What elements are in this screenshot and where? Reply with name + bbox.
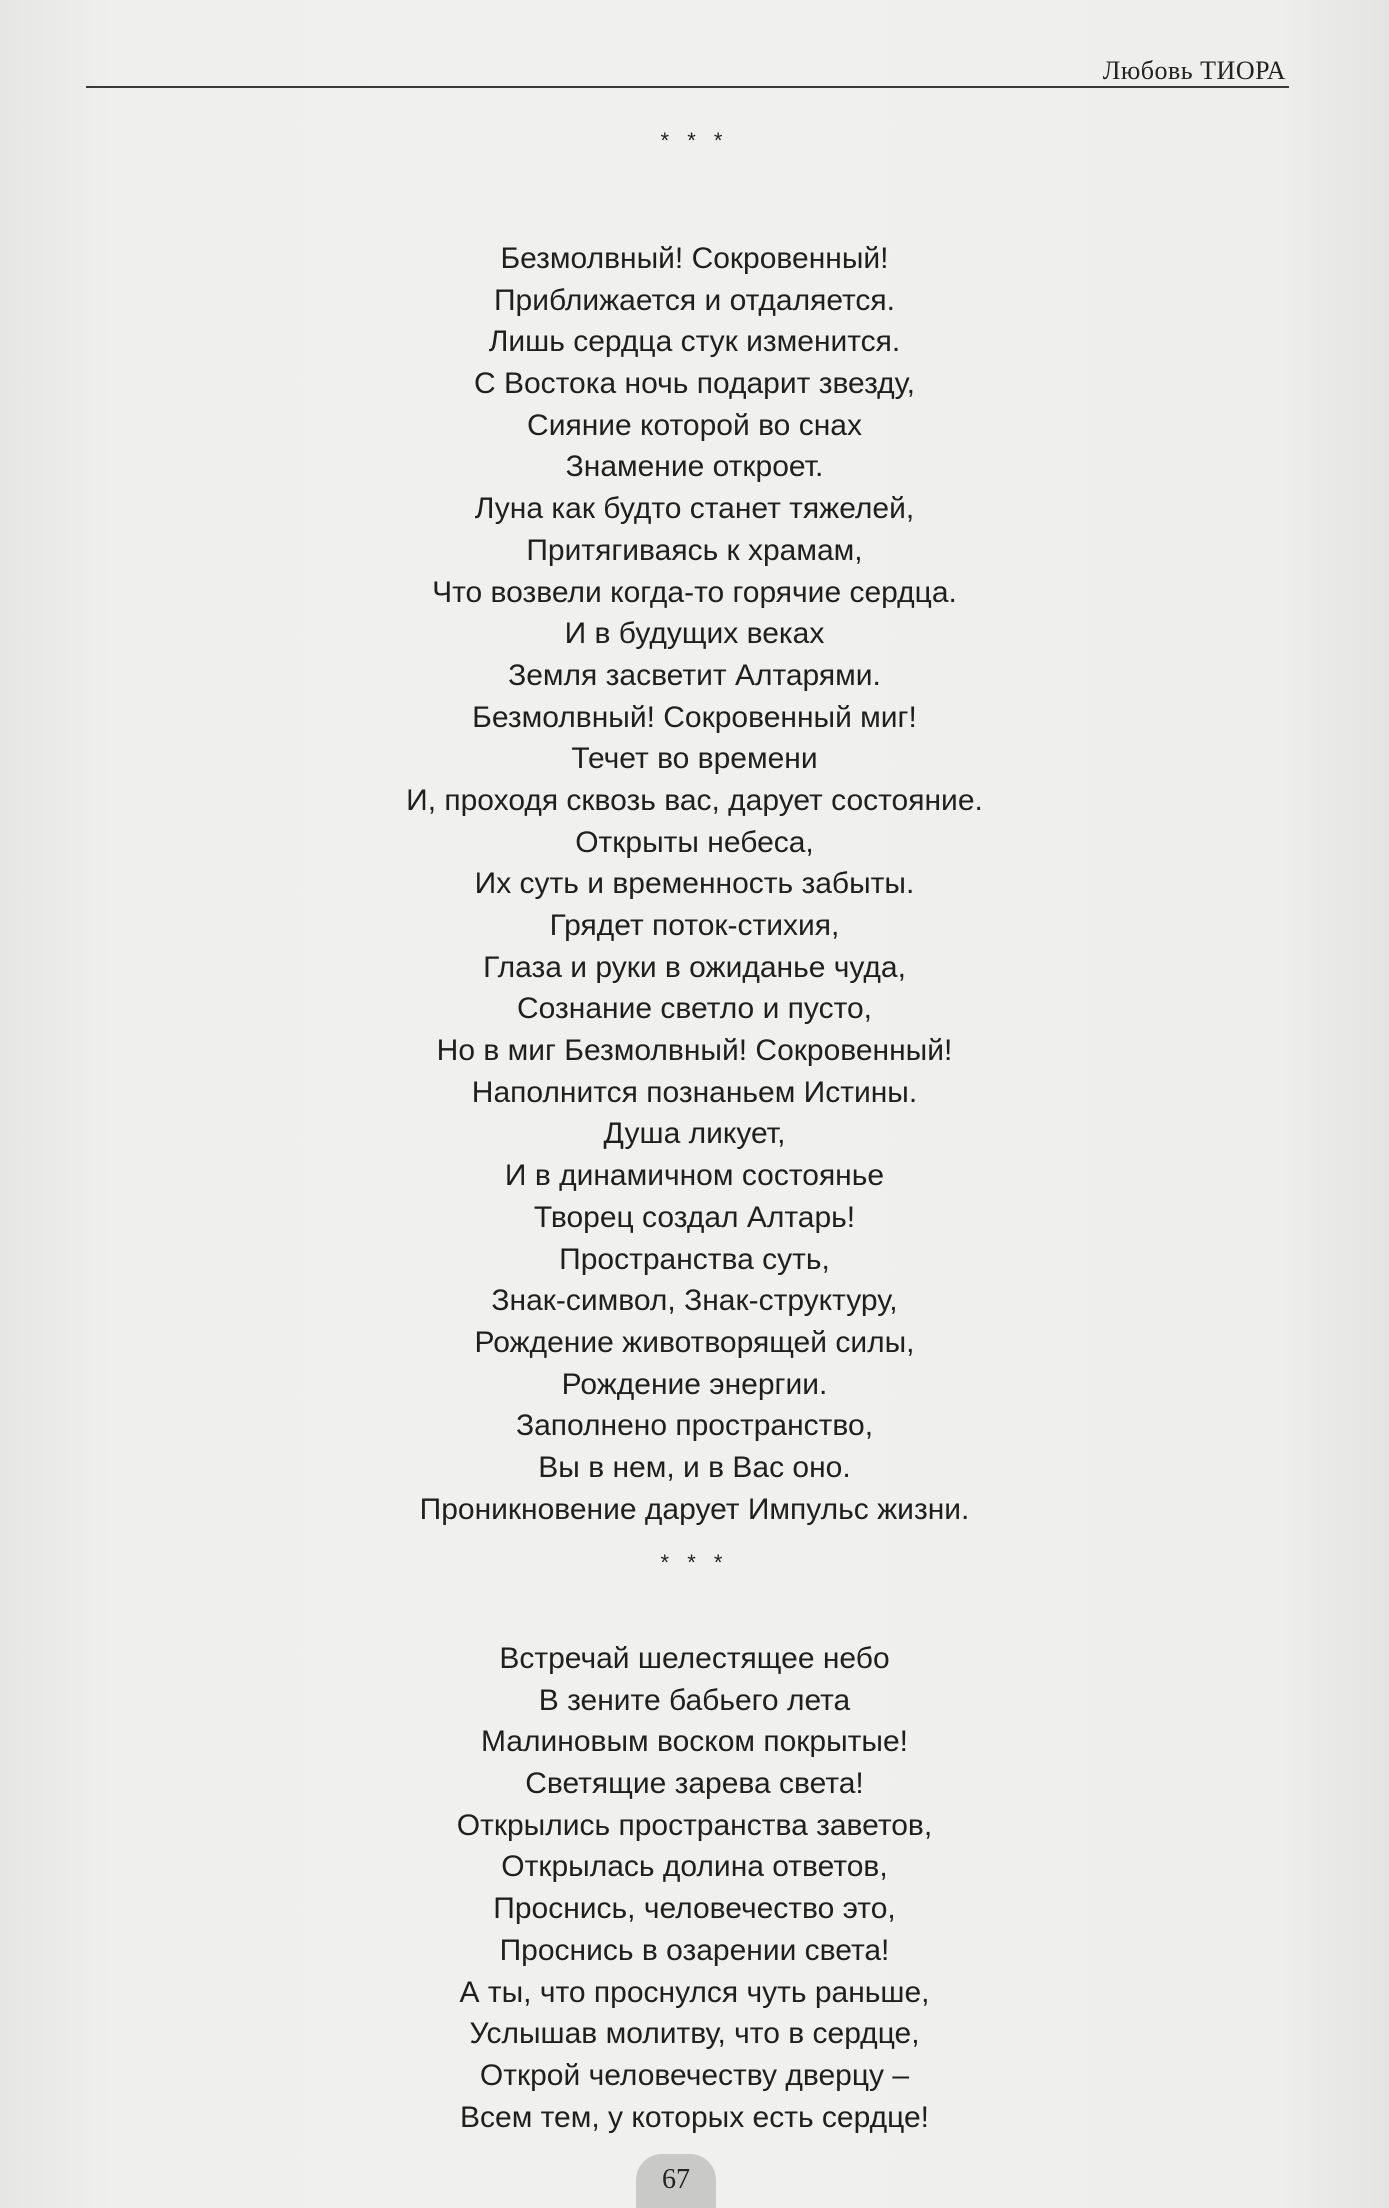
poem-line: Открой человечеству дверцу – bbox=[479, 2058, 910, 2092]
page-number: 67 bbox=[662, 2164, 690, 2195]
poem-line: Но в миг Безмолвный! Сокровенный! bbox=[436, 1034, 953, 1068]
poem-line: Малиновым воском покрытые! bbox=[480, 1725, 908, 1759]
poem-separator: * * * bbox=[660, 128, 729, 153]
poem-line: Открыты небеса, bbox=[575, 825, 814, 859]
poem-line: Проснись в озарении света! bbox=[499, 1933, 890, 1967]
poem-line: Творец создал Алтарь! bbox=[533, 1200, 856, 1234]
poem-line: Сияние которой во снах bbox=[527, 408, 862, 442]
poem-separator: * * * bbox=[660, 1550, 729, 1575]
poem-line: Светящие зарева света! bbox=[525, 1767, 864, 1801]
poem-line: Безмолвный! Сокровенный! bbox=[500, 242, 889, 275]
poem-line: Лишь сердца стук изменится. bbox=[488, 325, 901, 359]
poem-line: Земля засветит Алтарями. bbox=[508, 658, 881, 692]
poem-line: Сознание светло и пусто, bbox=[516, 992, 873, 1026]
poem-line: Знамение откроет. bbox=[565, 450, 824, 484]
poem-line: Безмолвный! Сокровенный миг! bbox=[472, 700, 917, 734]
poem-line: Проникновение дарует Импульс жизни. bbox=[419, 1492, 970, 1526]
poem-line: Услышав молитву, что в сердце, bbox=[469, 2017, 920, 2051]
poem-line: Глаза и руки в ожиданье чуда, bbox=[483, 950, 906, 984]
poem-line: Открылась долина ответов, bbox=[501, 1850, 888, 1884]
poem-line: Проснись, человечество это, bbox=[493, 1892, 896, 1926]
poem-line: Что возвели когда-то горячие сердца. bbox=[432, 575, 957, 609]
poem-line: Рождение животворящей силы, bbox=[474, 1325, 915, 1359]
poem-line: Встречай шелестящее небо bbox=[499, 1642, 890, 1675]
header-rule bbox=[86, 86, 1289, 88]
poem-line: Их суть и временность забыты. bbox=[474, 867, 915, 901]
poem-line: Знак-символ, Знак-структуру, bbox=[491, 1284, 898, 1318]
poem-line: И в будущих веках bbox=[564, 617, 825, 651]
poem-1-lines bbox=[0, 238, 1389, 1530]
poem-line: Течет во времени bbox=[571, 742, 818, 776]
poem-line: В зените бабьего лета bbox=[538, 1683, 851, 1717]
poem-line: Притягиваясь к храмам, bbox=[526, 533, 863, 567]
poem-1 bbox=[0, 126, 1389, 1530]
poem-line: Открылись пространства заветов, bbox=[456, 1808, 933, 1842]
poem-line: Заполнено пространство, bbox=[515, 1409, 874, 1443]
poem-line: Луна как будто станет тяжелей, bbox=[474, 492, 915, 526]
poem-line: Вы в нем, и в Вас оно. bbox=[538, 1450, 851, 1484]
poem-line: С Востока ночь подарит звезду, bbox=[473, 367, 916, 401]
poem-line: Всем тем, у которых есть сердце! bbox=[460, 2100, 929, 2134]
poem-line: Наполнится познаньем Истины. bbox=[471, 1075, 918, 1109]
poem-line: Рождение энергии. bbox=[561, 1367, 828, 1401]
poem-line: Приближается и отдаляется. bbox=[493, 283, 895, 317]
poem-2 bbox=[0, 1548, 1389, 2138]
poem-line: Грядет поток-стихия, bbox=[549, 909, 840, 942]
running-header-author: Любовь ТИОРА bbox=[1102, 56, 1286, 85]
poem-line: Душа ликует, bbox=[603, 1117, 786, 1151]
poem-line: Пространства суть, bbox=[559, 1242, 830, 1276]
page-number-badge bbox=[636, 2154, 716, 2208]
poem-line: И в динамичном состоянье bbox=[504, 1159, 885, 1193]
poem-2-lines bbox=[0, 1638, 1389, 2138]
poem-line: А ты, что проснулся чуть раньше, bbox=[459, 1975, 930, 2009]
poem-line: И, проходя сквозь вас, дарует состояние. bbox=[406, 783, 983, 817]
